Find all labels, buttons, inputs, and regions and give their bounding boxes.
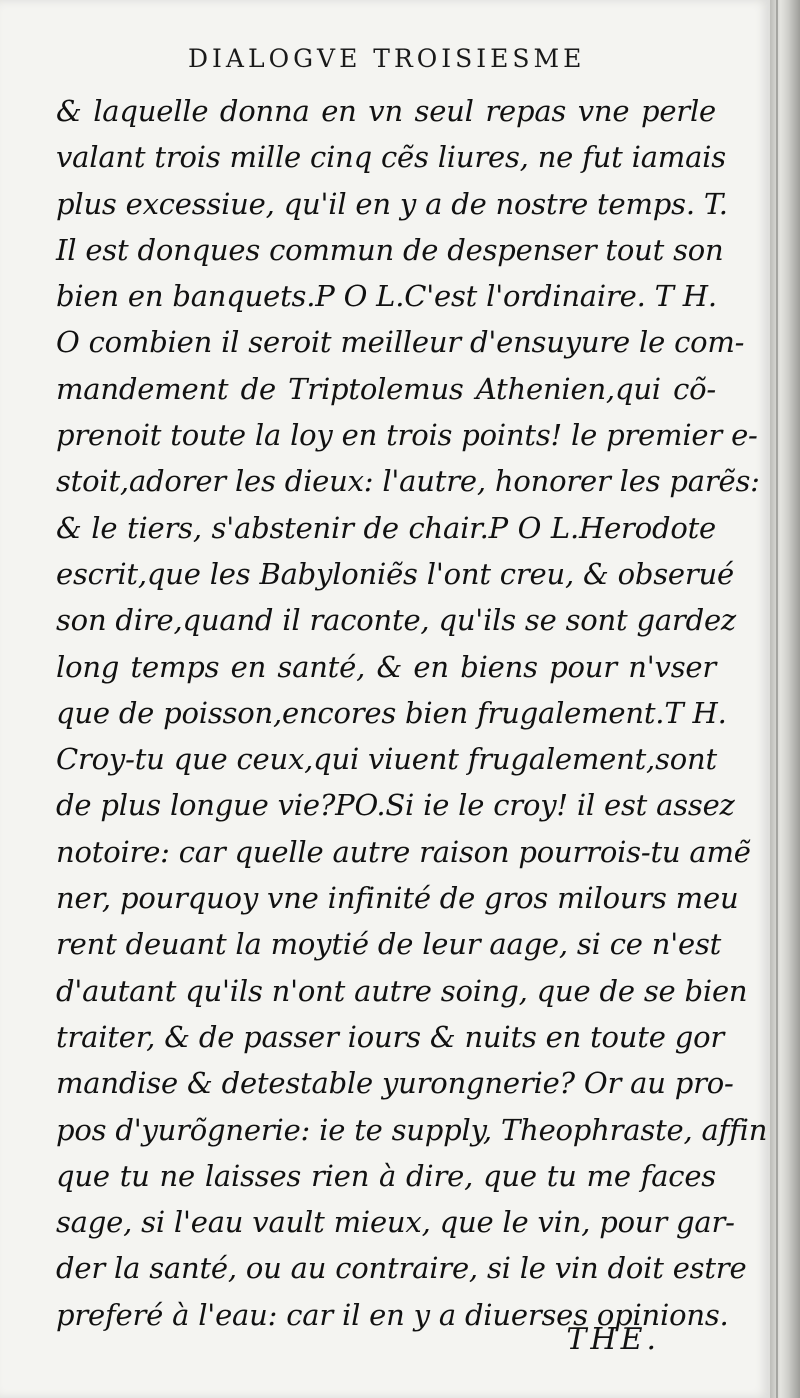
catchword: THE. bbox=[566, 1322, 660, 1357]
text-line: stoit,adorer les dieux: l'autre, honorer les parẽs: bbox=[56, 464, 760, 499]
text-line: mandise & detestable yurongnerie? Or au pro- bbox=[56, 1066, 734, 1101]
text-line: O combien il seroit meilleur d'ensuyure le com- bbox=[56, 325, 745, 360]
text-line: traiter, & de passer iours & nuits en toute gor bbox=[56, 1019, 725, 1054]
text-line: bien en banquets.P O L.C'est l'ordinaire. T H. bbox=[56, 279, 717, 314]
text-line: Croy-tu que ceux,qui viuent frugalement,sont bbox=[56, 742, 717, 777]
text-line: plus excessiue, qu'il en y a de nostre temps. T. bbox=[56, 186, 728, 221]
text-line: & laquelle donna en vn seul repas vne perle bbox=[56, 94, 716, 128]
text-line: ner, pourquoy vne infinité de gros milours meu bbox=[56, 881, 739, 916]
text-line: mandement de Triptolemus Athenien,qui cõ- bbox=[56, 371, 716, 406]
text-line: sage, si l'eau vault mieux, que le vin, pour gar- bbox=[56, 1205, 735, 1240]
text-line: prenoit toute la loy en trois points! le premier e- bbox=[56, 418, 758, 453]
text-line: valant trois mille cinq cẽs liures, ne fut iamais bbox=[56, 140, 726, 175]
text-line: d'autant qu'ils n'ont autre soing, que de se bien bbox=[56, 973, 748, 1008]
text-line: que de poisson,encores bien frugalement.T H. bbox=[56, 695, 727, 730]
text-line: notoire: car quelle autre raison pourrois-tu amẽ bbox=[56, 834, 751, 869]
body-text bbox=[56, 88, 768, 1338]
text-line: der la santé, ou au contraire, si le vin doit estre bbox=[56, 1251, 747, 1286]
text-line: rent deuant la moytié de leur aage, si ce n'est bbox=[56, 927, 722, 962]
text-line: son dire,quand il raconte, qu'ils se sont gardez bbox=[56, 603, 736, 638]
gutter-fold bbox=[776, 0, 778, 1398]
text-line: de plus longue vie?PO.Si ie le croy! il est assez bbox=[56, 788, 735, 823]
text-line: preferé à l'eau: car il en y a diuerses opinions. bbox=[56, 1297, 729, 1332]
text-line: pos d'yurõgnerie: ie te supply, Theophraste, affin bbox=[56, 1112, 768, 1147]
page-edge bbox=[770, 0, 800, 1398]
text-line: escrit,que les Babyloniẽs l'ont creu, & obserué bbox=[56, 556, 734, 591]
text-line: que tu ne laisses rien à dire, que tu me faces bbox=[56, 1158, 716, 1193]
running-head: DIALOGVE TROISIESME bbox=[188, 44, 586, 73]
text-line: Il est donques commun de despenser tout son bbox=[56, 232, 724, 267]
text-line: long temps en santé, & en biens pour n'vser bbox=[56, 649, 716, 684]
text-line: & le tiers, s'abstenir de chair.P O L.Herodote bbox=[56, 510, 716, 545]
